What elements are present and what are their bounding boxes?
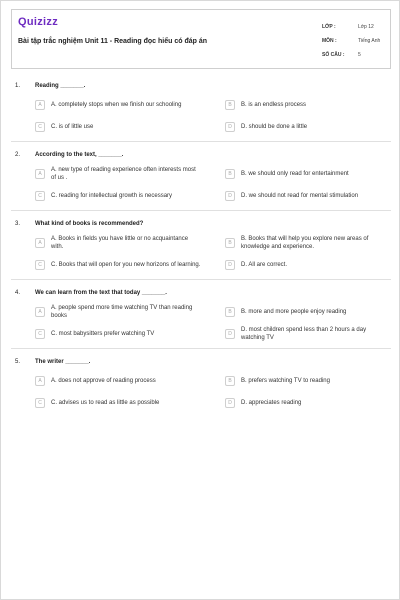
option-letter-box: B [225,169,235,179]
option-letter-box: C [35,191,45,201]
meta-row-grade [322,20,392,34]
option-letter-box: A [35,307,45,317]
question-2 [11,150,391,211]
option-letter-box: B [225,376,235,386]
option-text: A. Books in fields you have little or no acquaintance with. [51,236,189,250]
option-text: C. most babysitters prefer watching TV [51,331,155,337]
option-text: A. does not approve of reading process [51,378,156,384]
question-4 [11,288,391,349]
question-number: 1. [15,83,21,89]
question-number: 5. [15,359,21,365]
option-d[interactable] [225,119,400,135]
option-letter-box: B [225,238,235,248]
meta-label: SỐ CÂU : [322,52,345,58]
option-a[interactable] [35,235,225,251]
question-text: The writer _______. [35,359,91,365]
option-b[interactable] [225,373,400,389]
option-d[interactable] [225,395,400,411]
option-letter-box: B [225,307,235,317]
question-divider [11,279,391,280]
option-text: B. is an endless process [241,102,307,108]
option-text: D. All are correct. [241,262,288,268]
option-b[interactable] [225,235,400,251]
quizizz-logo: Quizizz [18,16,58,28]
option-letter-box: D [225,122,235,132]
meta-label: LỚP : [322,24,336,30]
option-c[interactable] [35,188,225,204]
meta-row-count [322,48,392,62]
meta-row-subject [322,34,392,48]
option-d[interactable] [225,326,400,342]
question-divider [11,348,391,349]
question-header [11,219,391,229]
option-c[interactable] [35,119,225,135]
meta-value: Tiếng Anh [358,38,381,44]
option-a[interactable] [35,166,225,182]
option-text: A. people spend more time watching TV than reading books [51,305,193,319]
meta-panel [322,20,392,62]
option-text: B. we should only read for entertainment [241,171,349,177]
option-c[interactable] [35,395,225,411]
option-text: D. most children spend less than 2 hours a day watching TV [241,327,367,341]
option-c[interactable] [35,257,225,273]
option-c[interactable] [35,326,225,342]
question-text: We can learn from the text that today _______. [35,290,167,296]
option-text: B. Books that will help you explore new areas of knowledge and experience. [241,236,369,250]
meta-value: 5 [358,52,361,58]
worksheet-header [11,9,391,69]
option-letter-box: C [35,329,45,339]
option-grid [35,97,391,135]
option-text: C. advises us to read as little as possible [51,400,160,406]
question-number: 4. [15,290,21,296]
option-letter-box: C [35,122,45,132]
option-text: B. prefers watching TV to reading [241,378,330,384]
question-5 [11,357,391,411]
option-letter-box: A [35,376,45,386]
option-letter-box: A [35,100,45,110]
question-text: Reading _______. [35,83,86,89]
option-letter-box: D [225,191,235,201]
option-text: C. Books that will open for you new horizons of learning. [51,262,201,268]
question-text: What kind of books is recommended? [35,221,144,227]
question-divider [11,210,391,211]
question-header [11,357,391,367]
question-text: According to the text, _______. [35,152,124,158]
question-divider [11,141,391,142]
option-b[interactable] [225,304,400,320]
option-grid [35,373,391,411]
option-a[interactable] [35,97,225,113]
option-text: D. appreciates reading [241,400,302,406]
question-header [11,81,391,91]
question-number: 3. [15,221,21,227]
option-grid [35,166,391,204]
option-letter-box: B [225,100,235,110]
option-letter-box: C [35,398,45,408]
question-list [11,81,391,419]
question-header [11,150,391,160]
question-header [11,288,391,298]
option-letter-box: D [225,260,235,270]
option-text: B. more and more people enjoy reading [241,309,347,315]
option-text: D. should be done a little [241,124,308,130]
option-text: C. is of little use [51,124,94,130]
question-number: 2. [15,152,21,158]
meta-label: MÔN : [322,38,337,44]
worksheet-title: Bài tập trắc nghiệm Unit 11 - Reading đọc hiểu có đáp án [18,38,208,45]
option-text: A. completely stops when we finish our schooling [51,102,182,108]
option-letter-box: D [225,329,235,339]
option-d[interactable] [225,188,400,204]
option-text: C. reading for intellectual growth is necessary [51,193,173,199]
option-text: D. we should not read for mental stimulation [241,193,359,199]
option-letter-box: D [225,398,235,408]
question-1 [11,81,391,142]
option-text: A. new type of reading experience often interests most of us . [51,167,196,181]
option-letter-box: A [35,238,45,248]
option-letter-box: A [35,169,45,179]
option-letter-box: C [35,260,45,270]
option-d[interactable] [225,257,400,273]
option-a[interactable] [35,304,225,320]
option-grid [35,304,391,342]
option-grid [35,235,391,273]
option-b[interactable] [225,166,400,182]
option-b[interactable] [225,97,400,113]
question-3 [11,219,391,280]
option-a[interactable] [35,373,225,389]
meta-value: Lớp 12 [358,24,374,30]
